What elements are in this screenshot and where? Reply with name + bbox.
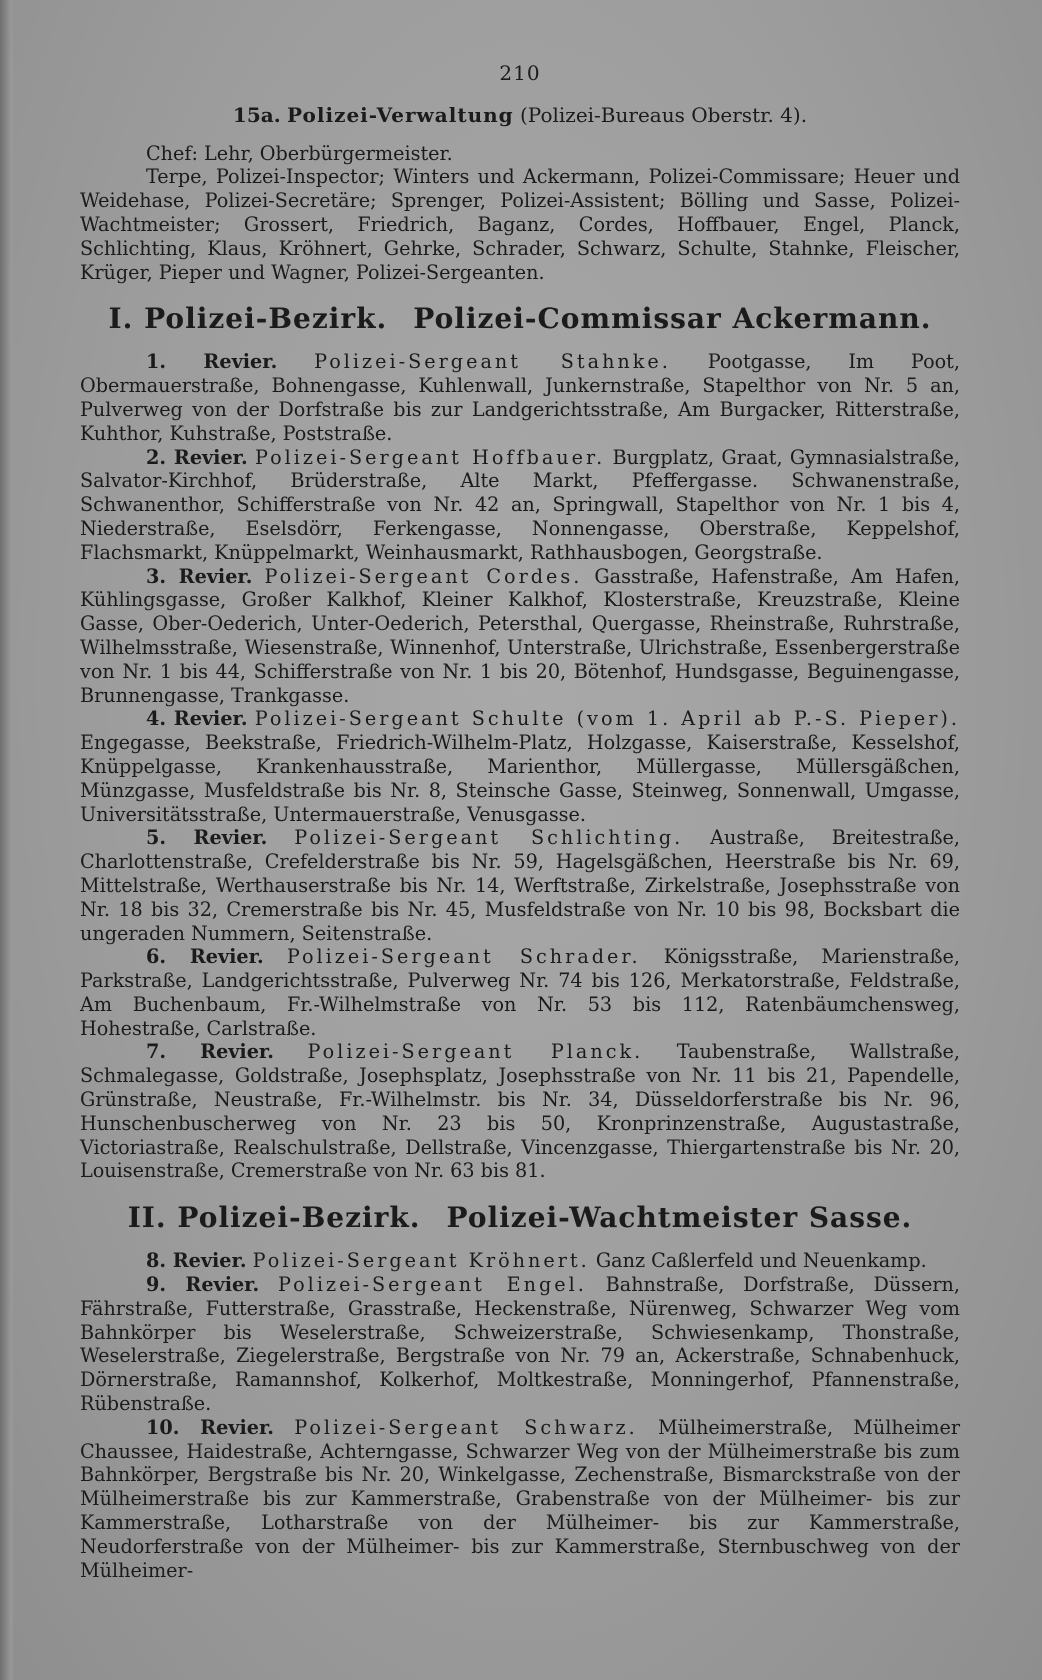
revier-officer: Polizei-Sergeant Schrader. xyxy=(286,945,641,969)
revier-label: 2. Revier. xyxy=(146,445,248,469)
revier-entry xyxy=(80,1249,960,1273)
document-body xyxy=(80,62,960,1582)
bezirk-1-title: I. Polizei-Bezirk. xyxy=(108,302,388,336)
revier-label: 6. Revier. xyxy=(146,945,264,969)
bezirk-1-heading xyxy=(80,304,960,334)
revier-officer: Polizei-Sergeant Planck. xyxy=(307,1040,644,1064)
revier-officer: Polizei-Sergeant Schwarz. xyxy=(294,1415,638,1439)
bezirk-2-chief: Polizei-Wachtmeister Sasse. xyxy=(446,1201,913,1235)
revier-entry xyxy=(80,350,960,445)
revier-officer: Polizei-Sergeant Schulte (vom 1. April ab P.-S. Pieper). xyxy=(254,707,960,731)
revier-label: 3. Revier. xyxy=(146,564,253,588)
revier-entry xyxy=(80,945,960,1040)
staff-list: Terpe, Polizei-Inspector; Winters und Ackermann, Polizei-Commissare; Heuer und Weidehase, Polizei-Secretäre; Sprenger, Polizei-Assistent; Bölling und Sasse, Polizei-Wachtmeister; Grossert, Friedrich, Baganz, Cordes, Hoffbauer, Engel, Planck, Schlichting, Klaus, Kröhnert, Gehrke, Schrader, Schwarz, Schulte, Stahnke, Fleischer, Krüger, Pieper und Wagner, Polizei-Sergeanten. xyxy=(80,165,960,284)
section-heading xyxy=(80,104,960,128)
revier-streets: Austraße, Breitestraße, Charlottenstraße, Crefelderstraße bis Nr. 59, Hagelsgäßchen, Heerstraße bis Nr. 69, Mittelstraße, Werthauserstraße bis Nr. 14, Werftstraße, Zirkelstraße, Josephsstraße von Nr. 18 bis 32, Cremerstraße bis Nr. 45, Musfeldstraße von Nr. 10 bis 98, Bocksbart die ungeraden Nummern, Seitenstraße. xyxy=(80,826,960,945)
bezirk-2-heading xyxy=(80,1203,960,1233)
revier-streets: Pootgasse, Im Poot, Obermauerstraße, Bohnengasse, Kuhlenwall, Junkernstraße, Stapelthor von Nr. 5 an, Pulverweg von der Dorfstraße bis zur Landgerichtsstraße, Am Burgacker, Ritterstraße, Kuhthor, Kuhstraße, Poststraße. xyxy=(80,350,960,445)
revier-label: 8. Revier. xyxy=(146,1249,247,1273)
revier-label: 4. Revier. xyxy=(146,707,248,731)
revier-entry xyxy=(80,1273,960,1416)
revier-streets: Mülheimerstraße, Mülheimer Chaussee, Haidestraße, Achterngasse, Schwarzer Weg von der Mülheimerstraße bis zum Bahnkörper, Bergstraße bis Nr. 20, Winkelgasse, Zechenstraße, Bismarckstraße von der Mülheimerstraße bis zur Kammerstraße, Grabenstraße von der Mülheimer- bis zur Kammerstraße, Lotharstraße von der Mülheimer- bis zur Kammerstraße, Neudorferstraße von der Mülheimer- bis zur Kammerstraße, Sternbuschweg von der Mülheimer- xyxy=(80,1415,960,1582)
revier-label: 9. Revier. xyxy=(146,1273,260,1297)
revier-officer: Polizei-Sergeant Hoffbauer. xyxy=(254,445,606,469)
staff-chief: Chef: Lehr, Oberbürgermeister. xyxy=(146,141,453,165)
section-address: (Polizei-Bureaus Oberstr. 4). xyxy=(520,102,808,127)
revier-streets: Engegasse, Beekstraße, Friedrich-Wilhelm-Platz, Holzgasse, Kaiserstraße, Kesselshof, Knüppelgasse, Krankenhausstraße, Marienthor, Müllergasse, Müllersgäßchen, Münzgasse, Musfeldstraße bis Nr. 8, Steinsche Gasse, Steinweg, Sonnenwall, Umgasse, Universitätsstraße, Untermauerstraße, Venusgasse. xyxy=(80,731,960,826)
revier-streets: Bahnstraße, Dorfstraße, Düssern, Fährstraße, Futterstraße, Grasstraße, Heckenstraße, Nürenweg, Schwarzer Weg vom Bahnkörper bis Weselerstraße, Schweizerstraße, Schwiesenkamp, Thonstraße, Weselerstraße, Ziegelerstraße, Bergstraße von Nr. 79 an, Ackerstraße, Schnabenhuck, Dörnerstraße, Ramannshof, Kolkerhof, Moltkestraße, Monningerhof, Pfannenstraße, Rübenstraße. xyxy=(80,1273,960,1416)
revier-label: 7. Revier. xyxy=(146,1040,274,1064)
revier-streets: Burgplatz, Graat, Gymnasialstraße, Salvator-Kirchhof, Brüderstraße, Alte Markt, Pfeffergasse. Schwanenstraße, Schwanenthor, Schifferstraße von Nr. 42 an, Springwall, Stapelthor von Nr. 1 bis 4, Niederstraße, Eselsdörr, Ferkengasse, Nonnengasse, Oberstraße, Keppelshof, Flachsmarkt, Knüppelmarkt, Weinhausmarkt, Rathhausbogen, Georgstraße. xyxy=(80,445,960,564)
revier-label: 10. Revier. xyxy=(146,1415,274,1439)
revier-streets: Ganz Caßlerfeld und Neuenkamp. xyxy=(595,1249,927,1273)
revier-entry xyxy=(80,1040,960,1183)
revier-officer: Polizei-Sergeant Kröhnert. xyxy=(252,1249,590,1273)
revier-entry xyxy=(80,565,960,708)
revier-streets: Taubenstraße, Wallstraße, Schmalegasse, Goldstraße, Josephsplatz, Josephsstraße von Nr. 11 bis 21, Papendelle, Grünstraße, Neustraße, Fr.-Wilhelmstr. bis Nr. 34, Düsseldorferstraße bis Nr. 96, Hunschenbuscherweg von Nr. 23 bis 50, Kronprinzenstraße, Augustastraße, Victoriastraße, Realschulstraße, Dellstraße, Vincenzgasse, Thiergartenstraße bis Nr. 20, Louisenstraße, Cremerstraße von Nr. 63 bis 81. xyxy=(80,1040,960,1183)
revier-officer: Polizei-Sergeant Stahnke. xyxy=(314,350,671,374)
bezirk-2-title: II. Polizei-Bezirk. xyxy=(127,1201,421,1235)
revier-entry xyxy=(80,1416,960,1583)
revier-entry xyxy=(80,826,960,945)
revier-streets: Gasstraße, Hafenstraße, Am Hafen, Kühlingsgasse, Großer Kalkhof, Kleiner Kalkhof, Klosterstraße, Kreuzstraße, Kleine Gasse, Ober-Oederich, Unter-Oederich, Petersthal, Quergasse, Rheinstraße, Ruhrstraße, Wilhelmsstraße, Wiesenstraße, Winnenhof, Unterstraße, Ulrichstraße, Essenbergerstraße von Nr. 1 bis 44, Schifferstraße von Nr. 1 bis 20, Bötenhof, Hundsgasse, Beguinengasse, Brunnengasse, Trankgasse. xyxy=(80,564,960,707)
revier-officer: Polizei-Sergeant Cordes. xyxy=(264,564,583,588)
revier-label: 5. Revier. xyxy=(146,826,268,850)
revier-officer: Polizei-Sergeant Engel. xyxy=(278,1273,587,1297)
revier-entry xyxy=(80,446,960,565)
section-number: 15a. xyxy=(232,102,281,127)
revier-entry xyxy=(80,707,960,826)
revier-label: 1. Revier. xyxy=(146,350,278,374)
section-title: Polizei-Verwaltung xyxy=(287,102,514,127)
bezirk-1-chief: Polizei-Commissar Ackermann. xyxy=(413,302,932,336)
page-fold-shadow xyxy=(0,0,14,1680)
page-number: 210 xyxy=(499,61,541,85)
revier-officer: Polizei-Sergeant Schlichting. xyxy=(294,826,684,850)
revier-streets: Königsstraße, Marienstraße, Parkstraße, Landgerichtsstraße, Pulverweg Nr. 74 bis 126, Merkatorstraße, Feldstraße, Am Buchenbaum, Fr.-Wilhelmstraße von Nr. 53 bis 112, Ratenbäumchensweg, Hohestraße, Carlstraße. xyxy=(80,945,960,1040)
